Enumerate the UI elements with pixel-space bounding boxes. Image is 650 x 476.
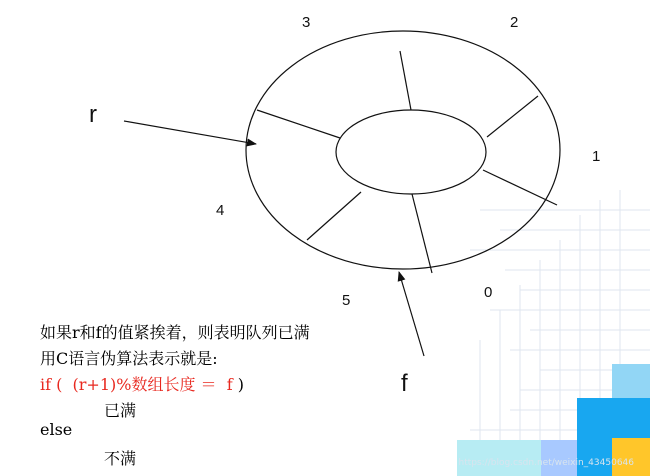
if-keyword: if ( <box>40 375 68 394</box>
deco-block-yellow <box>612 438 650 476</box>
front-pointer-label: f <box>401 370 408 397</box>
deco-block-sky <box>612 364 650 398</box>
code-else-branch: 不满 <box>104 449 137 468</box>
slot-label-0: 0 <box>484 284 493 301</box>
slot-label-2: 2 <box>510 14 519 31</box>
slot-label-5: 5 <box>342 292 351 309</box>
explanation-line-1: 如果r和f的值紧挨着，则表明队列已满 <box>40 323 310 342</box>
code-then-branch: 已满 <box>104 401 137 420</box>
watermark: https://blog.csdn.net/weixin_43450646 <box>458 458 634 468</box>
divider-2-1 <box>487 96 538 137</box>
divider-3-2 <box>400 51 411 110</box>
if-close-paren: ) <box>237 375 244 394</box>
code-else-keyword: else <box>40 420 73 439</box>
slot-label-4: 4 <box>216 202 225 219</box>
rear-arrow <box>124 121 256 144</box>
slot-label-1: 1 <box>592 148 601 165</box>
divider-4-3 <box>257 110 340 138</box>
divider-1-0 <box>483 170 557 205</box>
inner-ellipse <box>336 110 486 194</box>
code-if-line <box>40 372 244 395</box>
divider-0-5 <box>412 194 432 273</box>
rear-pointer-label: r <box>89 101 97 128</box>
divider-5-4 <box>307 192 361 240</box>
front-arrow <box>399 272 424 356</box>
queue-ring <box>246 31 560 273</box>
full-condition: (r+1)%数组长度 ＝ f <box>67 375 238 394</box>
slot-label-3: 3 <box>302 14 311 31</box>
explanation-line-2: 用C语言伪算法表示就是: <box>40 349 218 368</box>
